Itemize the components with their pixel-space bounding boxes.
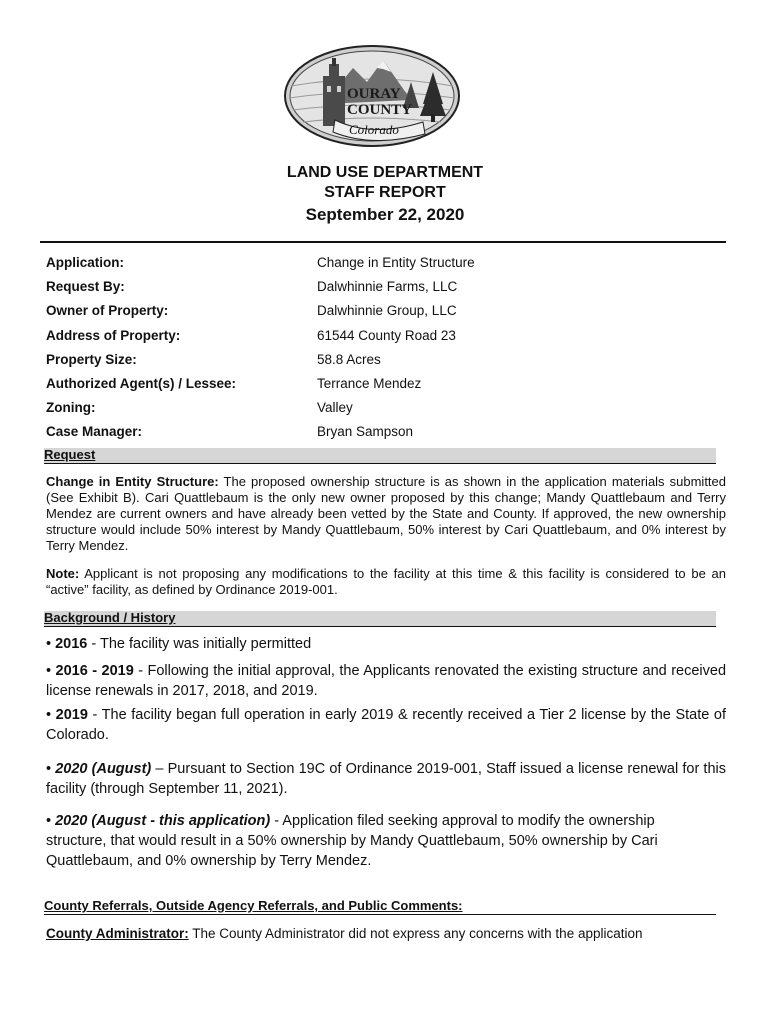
svg-text:Colorado: Colorado xyxy=(349,122,399,137)
info-label: Owner of Property: xyxy=(46,303,169,318)
referrals-heading: County Referrals, Outside Agency Referrals, and Public Comments: xyxy=(44,899,716,915)
info-label: Application: xyxy=(46,255,124,270)
background-heading: Background / History xyxy=(44,611,716,627)
info-value: 61544 County Road 23 xyxy=(317,328,456,343)
history-text: - Following the initial approval, the Applicants renovated the existing structure and received license renewals in 2017, 2018, and 2019. xyxy=(46,663,727,699)
info-row-application xyxy=(46,255,726,275)
info-row-zoning xyxy=(46,400,726,420)
info-label: Zoning: xyxy=(46,400,96,415)
info-label: Case Manager: xyxy=(46,424,143,439)
info-label: Property Size: xyxy=(46,352,137,367)
history-text: - The facility was initially permitted xyxy=(87,636,312,652)
svg-text:OURAY: OURAY xyxy=(347,86,401,102)
note-lead: Note: xyxy=(46,566,80,581)
request-heading: Request xyxy=(44,448,716,464)
history-text: - Application filed seeking approval to modify the ownership structure, that would result in a 50% ownership by Mandy Quattlebaum, 50% ownership by Cari Quattlebaum, and 0% ownership by Terry Mendez. xyxy=(46,813,658,869)
info-label: Address of Property: xyxy=(46,328,181,343)
note-paragraph xyxy=(46,566,726,598)
note-text: Applicant is not proposing any modifications to the facility at this time & this facility is considered to be an “active” facility, as defined by Ordinance 2019-001. xyxy=(46,566,726,597)
admin-text: The County Administrator did not express any concerns with the application xyxy=(188,926,643,941)
info-value: Bryan Sampson xyxy=(317,424,414,439)
department-title: LAND USE DEPARTMENT xyxy=(286,164,484,181)
history-item: • 2020 (August) – Pursuant to Section 19C of Ordinance 2019-001, Staff issued a license renewal for this facility (through September 11, 2021). xyxy=(46,761,726,797)
admin-lead: County Administrator: xyxy=(46,926,189,941)
history-lead: 2019 xyxy=(55,707,88,723)
info-row-request-by xyxy=(46,279,726,299)
history-item: • 2016 - The facility was initially permitted xyxy=(46,636,312,652)
history-lead: 2020 (August) xyxy=(55,761,152,777)
history-text: - The facility began full operation in early 2019 & recently received a Tier 2 license by the State of Colorado. xyxy=(46,707,726,743)
info-value: 58.8 Acres xyxy=(317,352,381,367)
change-lead: Change in Entity Structure: xyxy=(46,474,219,489)
info-row-property-size xyxy=(46,352,726,372)
report-title: STAFF REPORT xyxy=(324,184,446,201)
history-item: • 2016 - 2019 - Following the initial approval, the Applicants renovated the existing structure and received license renewals in 2017, 2018, and 2019. xyxy=(46,663,727,699)
info-value: Dalwhinnie Group, LLC xyxy=(317,303,457,318)
info-value: Terrance Mendez xyxy=(317,376,422,391)
info-value: Valley xyxy=(317,400,353,415)
header-divider xyxy=(40,241,726,243)
svg-text:COUNTY: COUNTY xyxy=(347,102,413,118)
info-value: Dalwhinnie Farms, LLC xyxy=(317,279,458,294)
history-lead: 2016 - 2019 xyxy=(55,663,134,679)
history-lead: 2016 xyxy=(55,636,88,652)
history-text: – Pursuant to Section 19C of Ordinance 2019-001, Staff issued a license renewal for this facility (through September 11, 2021). xyxy=(46,761,726,797)
info-row-owner xyxy=(46,303,726,323)
history-item: • 2019 - The facility began full operation in early 2019 & recently received a Tier 2 license by the State of Colorado. xyxy=(46,707,726,743)
info-value: Change in Entity Structure xyxy=(317,255,475,270)
info-row-case-manager xyxy=(46,424,726,444)
ouray-county-logo xyxy=(283,42,461,150)
change-paragraph xyxy=(46,474,726,554)
report-date: September 22, 2020 xyxy=(305,205,465,224)
info-row-agent xyxy=(46,376,726,396)
info-label: Authorized Agent(s) / Lessee: xyxy=(46,376,237,391)
history-lead: 2020 (August - this application) xyxy=(55,813,271,829)
history-item: • 2020 (August - this application) - Application filed seeking approval to modify the ownership structure, that would result in a 50% ownership by Mandy Quattlebaum, 50% ownership by Cari Quattlebaum, and 0% ownership by Terry Mendez. xyxy=(46,813,658,869)
info-label: Request By: xyxy=(46,279,125,294)
admin-paragraph xyxy=(46,926,726,942)
change-text: The proposed ownership structure is as shown in the application materials submitted (See Exhibit B). Cari Quattlebaum is the only new owner proposed by this change; Mandy Quattlebaum and Terry Mendez are current owners and have already been vetted by the State and County. If approved, the new ownership structure would include 50% interest by Mandy Quattlebaum, 50% interest by Cari Quattlebaum, and 0% interest by Terry Mendez. xyxy=(46,474,726,553)
info-row-address xyxy=(46,328,726,348)
